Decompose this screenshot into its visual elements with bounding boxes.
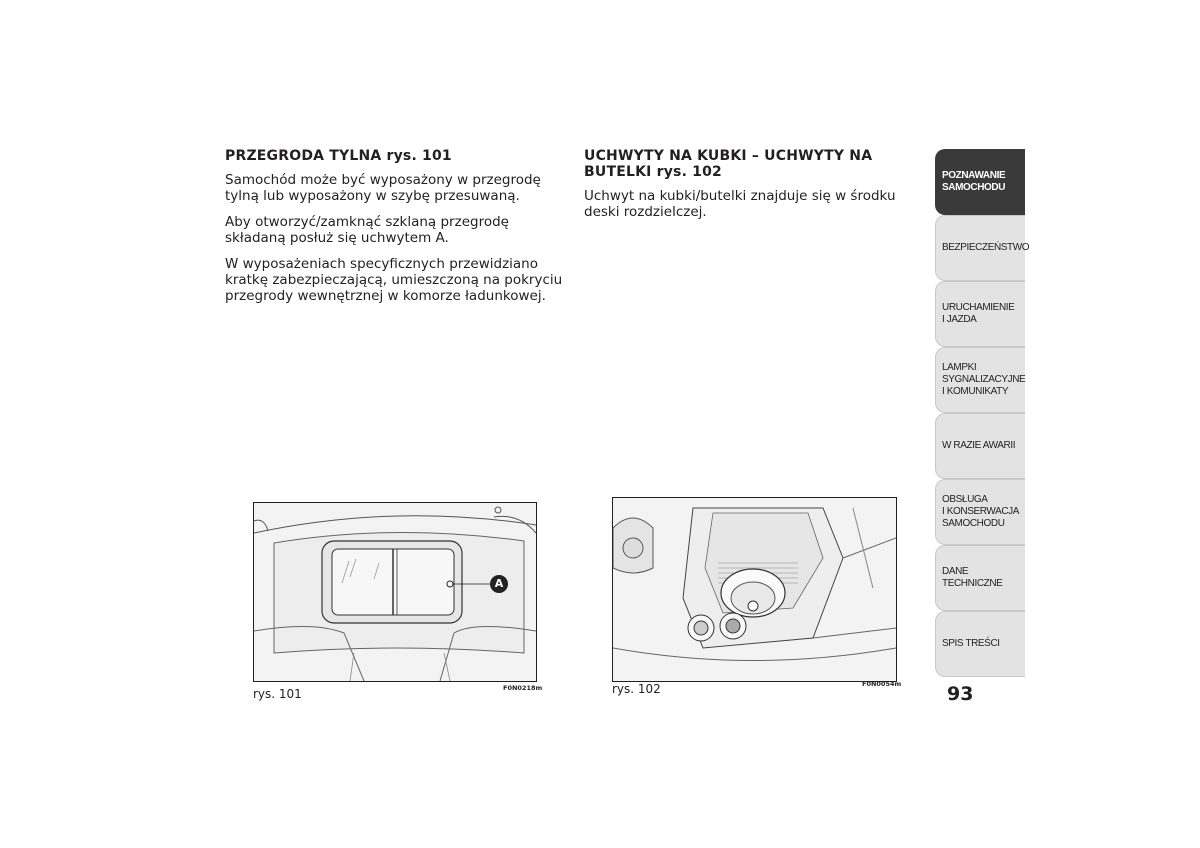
section-heading: UCHWYTY NA KUBKI – UCHWYTY NA BUTELKI rys. 102 (584, 148, 873, 180)
figure-code: F0N0218m (503, 684, 543, 692)
tab-label: URUCHAMIENIE I JAZDA (942, 302, 1015, 325)
paragraph: Uchwyt na kubki/butelki znajduje się w środku deski rozdzielczej. (584, 188, 896, 220)
figure-caption: rys. 102 (612, 682, 661, 696)
tab-w-razie-awarii[interactable] (935, 413, 1025, 479)
callout-a: A (490, 575, 508, 593)
figure-cup-holder-illustration (612, 497, 897, 682)
section-rear-partition (225, 148, 570, 314)
tab-label: POZNAWANIE SAMOCHODU (942, 170, 1006, 193)
tab-label: DANE TECHNICZNE (942, 566, 1003, 589)
paragraph: W wyposażeniach specyficznych przewidziano kratkę zabezpieczającą, umieszczoną na pokryciu przegrody wewnętrznej w komorze ładunkowej. (225, 256, 563, 304)
tab-bezpieczenstwo[interactable] (935, 215, 1030, 281)
tab-poznawanie-samochodu[interactable] (935, 149, 1025, 215)
tab-obsluga-i-konserwacja[interactable] (935, 479, 1025, 545)
section-cup-holders (584, 148, 914, 230)
tab-dane-techniczne[interactable] (935, 545, 1025, 611)
paragraph: Samochód może być wyposażony w przegrodę tylną lub wyposażony w szybę przesuwaną. (225, 172, 541, 204)
tab-label: W RAZIE AWARII (942, 440, 1016, 451)
tab-spis-tresci[interactable] (935, 611, 1025, 677)
page-number: 93 (947, 683, 974, 705)
figure-code: F0N0054m (862, 680, 902, 688)
tab-lampki-sygnalizacyjne[interactable] (935, 347, 1025, 413)
tab-label: LAMPKI SYGNALIZACYJNE I KOMUNIKATY (942, 362, 1026, 397)
tab-uruchamienie-i-jazda[interactable] (935, 281, 1025, 347)
figure-rear-partition-illustration (253, 502, 537, 682)
tab-label: BEZPIECZEŃSTWO (942, 242, 1030, 253)
paragraph: Aby otworzyć/zamknąć szklaną przegrodę składaną posłuż się uchwytem A. (225, 214, 509, 246)
tab-label: SPIS TREŚCI (942, 638, 1000, 649)
tab-label: OBSŁUGA I KONSERWACJA SAMOCHODU (942, 494, 1020, 529)
section-heading: PRZEGRODA TYLNA rys. 101 (225, 148, 452, 164)
figure-caption: rys. 101 (253, 687, 302, 701)
